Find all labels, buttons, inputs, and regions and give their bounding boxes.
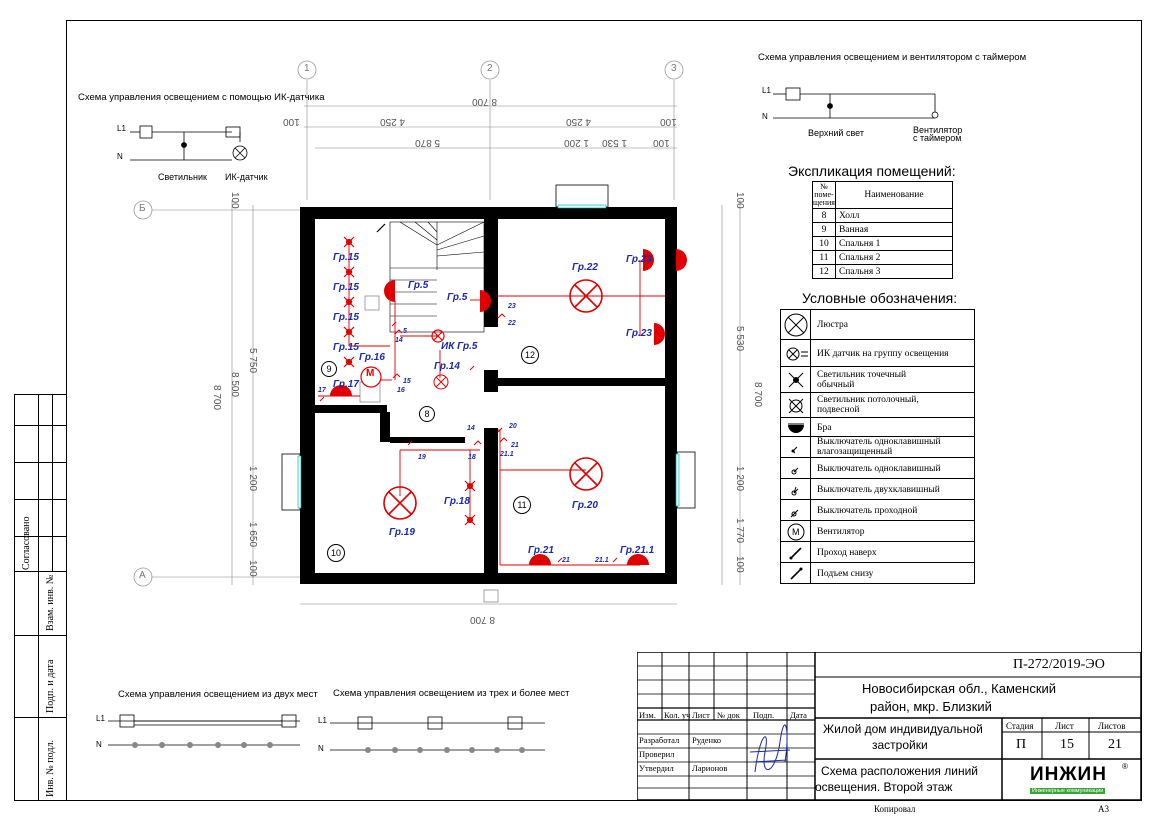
label-gr5-b: Гр.5 xyxy=(447,292,468,303)
fan-motor-icon: M xyxy=(366,368,375,379)
explication-table xyxy=(812,181,953,279)
two-places-title: Схема управления освещением из двух мест xyxy=(118,689,318,700)
axis-3: 3 xyxy=(671,63,677,74)
dim-left-100a: 100 xyxy=(229,192,240,209)
timer-scheme-title: Схема управления освещением и вентилятором с таймером xyxy=(758,52,1027,63)
sw-21b: 21 xyxy=(562,557,570,564)
legend-item-sconce: Бра xyxy=(780,417,975,437)
stage-header: Стадия xyxy=(1006,721,1034,731)
label-gr16: Гр.16 xyxy=(359,352,385,363)
expl-col-no: № поме- щения xyxy=(813,182,835,207)
ir-l1: L1 xyxy=(117,124,126,133)
dim-top-4250a: 4 250 xyxy=(380,116,406,127)
sw-5: 5 xyxy=(403,328,407,335)
sw-14b: 14 xyxy=(467,425,475,432)
table-row: 11 Спальня 2 xyxy=(813,251,953,265)
room-12: 12 xyxy=(521,346,539,364)
sheet-value: 15 xyxy=(1060,737,1074,752)
sw-15: 15 xyxy=(403,378,411,385)
label-gr21-1: Гр.21.1 xyxy=(620,545,655,556)
sheets-value: 21 xyxy=(1108,737,1122,752)
r-utv: Утвердил xyxy=(639,763,674,773)
legend-item-chandelier: Люстра xyxy=(780,309,975,340)
timer-n: N xyxy=(762,112,768,121)
dim-right-100b: 100 xyxy=(734,556,745,573)
dim-top-100b: 100 xyxy=(660,116,677,127)
table-row: 10 Спальня 1 xyxy=(813,237,953,251)
dim-right-8700: 8 700 xyxy=(752,382,763,408)
legend-item-ir-sensor: ИК датчик на группу освещения xyxy=(780,339,975,367)
sheets-header: Листов xyxy=(1098,721,1126,731)
room-11: 11 xyxy=(513,496,531,514)
room-8: 8 xyxy=(419,406,435,422)
timer-top-light: Верхний свет xyxy=(808,128,864,138)
podp-label: Подп. и дата xyxy=(45,659,56,713)
project-line-1: Жилой дом индивидуальной xyxy=(823,722,983,736)
legend-item-stairs-down: Подъем снизу xyxy=(780,562,975,584)
agreed-label: Согласовано xyxy=(21,516,32,570)
stage-value: П xyxy=(1016,737,1027,752)
label-gr15-a: Гр.15 xyxy=(333,252,359,263)
label-gr15-b: Гр.15 xyxy=(333,282,359,293)
dim-bottom-total: 8 700 xyxy=(470,614,496,625)
room-9: 9 xyxy=(321,361,337,377)
sw-16: 16 xyxy=(397,387,405,394)
label-gr15-c: Гр.15 xyxy=(333,312,359,323)
label-gr19: Гр.19 xyxy=(389,527,415,538)
svg-text:M: M xyxy=(792,527,800,537)
dim-left-8700: 8 700 xyxy=(211,385,222,411)
dim-right-100a: 100 xyxy=(734,192,745,209)
sw-21-1b: 21.1 xyxy=(595,557,609,564)
two-l1: L1 xyxy=(96,714,105,723)
dim-top-100c: 100 xyxy=(653,137,670,148)
sconce-gr5-a xyxy=(384,280,395,302)
h-kol: Кол. уч xyxy=(664,710,691,720)
company-logo: ИНЖИН Инженерные коммуникации ® xyxy=(1030,762,1128,794)
label-gr20: Гр.20 xyxy=(572,500,598,511)
r-razr-name: Руденко xyxy=(692,735,722,745)
dim-left-1650: 1 650 xyxy=(247,522,258,548)
three-places-title: Схема управления освещением из трех и более мест xyxy=(333,688,570,699)
table-row: 12 Спальня 3 xyxy=(813,265,953,279)
dim-left-5750: 5 750 xyxy=(247,348,258,374)
dim-top-5870: 5 870 xyxy=(415,137,441,148)
r-utv-name: Ларионов xyxy=(692,763,728,773)
dim-right-5530: 5 530 xyxy=(734,326,745,352)
label-gr5-a: Гр.5 xyxy=(408,280,429,291)
vzam-label: Взам. инв. № xyxy=(45,574,56,631)
h-podp: Подп. xyxy=(753,710,775,720)
two-n: N xyxy=(96,740,102,749)
explication-title: Экспликация помещений: xyxy=(788,163,956,179)
axis-b: Б xyxy=(139,203,146,214)
expl-col-name: Наименование xyxy=(835,182,952,209)
label-gr21: Гр.21 xyxy=(528,545,554,556)
label-gr15-d: Гр.15 xyxy=(333,342,359,353)
ir-lamp-label: Светильник xyxy=(158,172,207,182)
dim-top-4250b: 4 250 xyxy=(566,116,592,127)
three-l1: L1 xyxy=(318,716,327,725)
r-razr: Разработал xyxy=(639,735,680,745)
timer-l1: L1 xyxy=(762,86,771,95)
sw-21: 21 xyxy=(511,442,519,449)
h-list: Лист xyxy=(692,710,710,720)
format-label: А3 xyxy=(1098,804,1109,814)
dim-top-total: 8 700 xyxy=(472,96,498,107)
inv-label: Инв. № подл. xyxy=(45,740,56,797)
h-izm: Изм. xyxy=(639,710,656,720)
table-row: 9 Ванная xyxy=(813,223,953,237)
project-code: П-272/2019-ЭО xyxy=(1013,657,1105,672)
sw-18: 18 xyxy=(468,454,476,461)
sw-19: 19 xyxy=(418,454,426,461)
legend-title: Условные обозначения: xyxy=(802,290,958,306)
sw-14a: 14 xyxy=(395,337,403,344)
copied-label: Копировал xyxy=(874,804,916,814)
sw-17: 17 xyxy=(318,387,326,394)
sw-23: 23 xyxy=(508,303,516,310)
dim-right-1200: 1 200 xyxy=(734,466,745,492)
label-gr18: Гр.18 xyxy=(444,496,470,507)
sw-20: 20 xyxy=(509,423,517,430)
address-line-1: Новосибирская обл., Каменский xyxy=(862,681,1057,696)
dim-left-1200: 1 200 xyxy=(247,466,258,492)
dim-top-100a: 100 xyxy=(283,116,300,127)
label-gr17: Гр.17 xyxy=(333,379,359,390)
dim-left-8500: 8 500 xyxy=(229,372,240,398)
h-data: Дата xyxy=(790,710,807,720)
signature xyxy=(745,722,795,782)
dim-top-1200: 1 200 xyxy=(564,137,590,148)
legend-item-switch-waterproof: Выключатель одноклавишный влагозащищенный xyxy=(780,436,975,458)
label-ik-gr5: ИК Гр.5 xyxy=(441,341,478,352)
sw-21-1a: 21.1 xyxy=(500,451,514,458)
axis-a: А xyxy=(139,570,146,581)
axis-2: 2 xyxy=(487,63,493,74)
label-gr23-a: Гр.23 xyxy=(626,254,652,265)
legend-item-ceiling-light: Светильник потолочный, подвесной xyxy=(780,392,975,418)
room-10: 10 xyxy=(327,544,345,562)
legend-item-switch-single: Выключатель одноклавишный xyxy=(780,457,975,479)
dim-top-1530: 1 530 xyxy=(602,137,628,148)
table-row: 8 Холл xyxy=(813,209,953,223)
legend-item-switch-double: Выключатель двухклавишный xyxy=(780,478,975,500)
sheet-header: Лист xyxy=(1055,721,1074,731)
ir-n: N xyxy=(117,152,123,161)
address-line-2: район, мкр. Близкий xyxy=(870,699,992,714)
r-prov: Проверил xyxy=(639,749,675,759)
ir-scheme-title: Схема управления освещением с помощью ИК-датчика xyxy=(78,92,325,103)
dim-left-100b: 100 xyxy=(247,560,258,577)
sw-22: 22 xyxy=(508,320,516,327)
sheet-title-1: Схема расположения линий xyxy=(821,764,978,778)
ir-sensor-label: ИК-датчик xyxy=(225,172,268,182)
dim-right-1770: 1 770 xyxy=(734,518,745,544)
sheet-title-2: освещения. Второй этаж xyxy=(815,780,953,794)
legend-item-fan: M Вентилятор xyxy=(780,520,975,542)
label-gr23-b: Гр.23 xyxy=(626,328,652,339)
h-ndok: № док xyxy=(717,710,740,720)
three-n: N xyxy=(318,744,324,753)
axis-1: 1 xyxy=(304,63,310,74)
timer-fan-label: Вентилятор с таймером xyxy=(913,125,963,143)
label-gr14: Гр.14 xyxy=(434,361,460,372)
legend-item-switch-pass: Выключатель проходной xyxy=(780,499,975,521)
legend-item-spot-light: Светильник точечный обычный xyxy=(780,366,975,393)
project-line-2: застройки xyxy=(872,738,928,752)
legend-item-stairs-up: Проход наверх xyxy=(780,541,975,563)
label-gr22: Гр.22 xyxy=(572,262,598,273)
